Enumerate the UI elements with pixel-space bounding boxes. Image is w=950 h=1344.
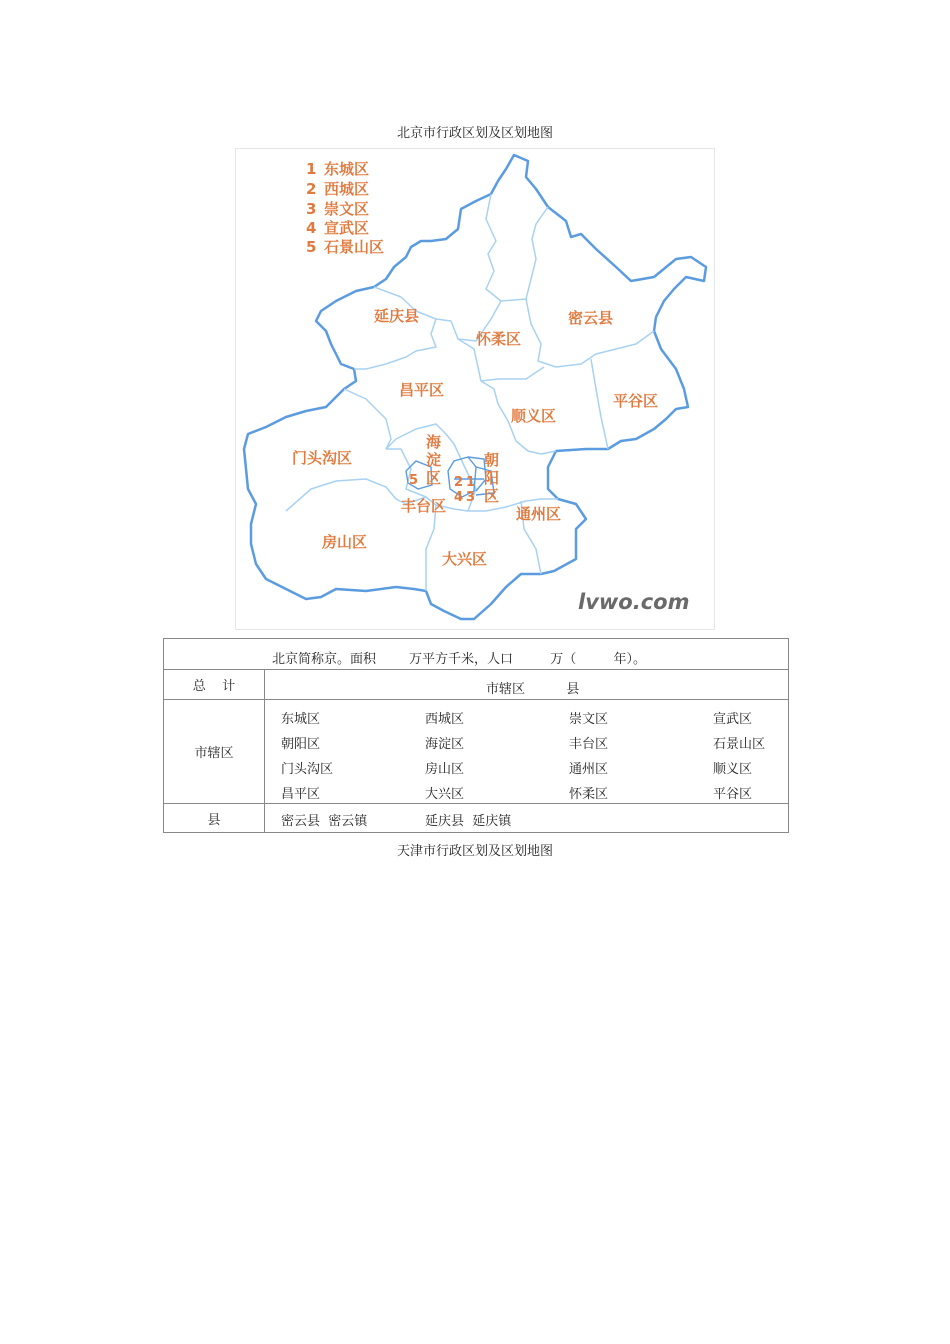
label-haidian-3: 区 <box>426 469 442 487</box>
legend-num-5: 5 <box>306 238 317 256</box>
label-changping: 昌平区 <box>399 381 445 399</box>
legend-name-5: 石景山区 <box>324 238 385 256</box>
label-tongzhou: 通州区 <box>516 505 562 523</box>
district-item: 顺义区 <box>713 762 753 777</box>
total-label-text: 总 计 <box>192 679 236 694</box>
legend-name-2: 西城区 <box>324 180 370 198</box>
table-row-total <box>164 670 788 700</box>
label-fangshan: 房山区 <box>322 533 368 551</box>
label-haidian-2: 淀 <box>426 451 442 469</box>
table-row-intro <box>164 639 788 670</box>
label-chaoyang-2: 阳 <box>484 469 500 487</box>
district-item: 石景山区 <box>713 737 766 752</box>
districts-label <box>164 700 265 803</box>
county-item: 延庆县 延庆镇 <box>425 814 512 829</box>
label-num-1: 1 <box>466 475 476 490</box>
label-yanqing: 延庆县 <box>374 307 420 325</box>
district-item: 门头沟区 <box>281 762 334 777</box>
district-item: 海淀区 <box>425 737 465 752</box>
table-row-districts <box>164 700 788 804</box>
map-svg <box>236 149 714 629</box>
districts-label-text: 市辖区 <box>194 746 234 761</box>
district-item: 通州区 <box>569 762 609 777</box>
district-item: 房山区 <box>425 762 465 777</box>
legend-name-1: 东城区 <box>324 160 370 178</box>
label-haidian-1: 海 <box>426 433 442 451</box>
intro-text: 北京简称京。面积 万平方千米，人口 万（ 年）。 <box>272 652 646 667</box>
county-label <box>164 804 265 832</box>
map-caption-tianjin: 天津市行政区划及区划地图 <box>396 844 553 859</box>
district-item: 大兴区 <box>425 787 465 802</box>
district-item: 昌平区 <box>281 787 321 802</box>
county-item: 密云县 密云镇 <box>281 814 368 829</box>
legend-name-4: 宣武区 <box>324 219 370 237</box>
district-item: 平谷区 <box>713 787 753 802</box>
map-legend <box>306 160 384 256</box>
legend-num-1: 1 <box>306 160 317 178</box>
label-num-4: 4 <box>454 490 464 505</box>
label-mentougou: 门头沟区 <box>292 449 353 467</box>
label-num-2: 2 <box>454 475 464 490</box>
total-value: 市辖区 县 <box>486 682 580 697</box>
legend-name-3: 崇文区 <box>324 200 370 218</box>
label-chaoyang-1: 朝 <box>484 451 500 469</box>
district-table <box>163 638 789 833</box>
label-pinggu: 平谷区 <box>613 392 659 410</box>
label-daxing: 大兴区 <box>442 550 488 568</box>
district-item: 崇文区 <box>569 712 609 727</box>
district-item: 朝阳区 <box>281 737 321 752</box>
legend-num-3: 3 <box>306 200 317 218</box>
table-row-counties <box>164 804 788 832</box>
label-num-3: 3 <box>466 490 476 505</box>
district-item: 东城区 <box>281 712 321 727</box>
label-miyun: 密云县 <box>568 309 614 327</box>
label-fengtai: 丰台区 <box>401 497 447 515</box>
total-label <box>164 670 265 699</box>
district-item: 怀柔区 <box>569 787 609 802</box>
watermark-text: lvwo.com <box>578 590 690 614</box>
beijing-district-map <box>235 148 715 630</box>
district-item: 丰台区 <box>569 737 609 752</box>
county-label-text: 县 <box>207 812 221 828</box>
district-item: 宣武区 <box>713 712 753 727</box>
legend-num-2: 2 <box>306 180 317 198</box>
label-num-5: 5 <box>409 473 419 488</box>
map-caption-beijing: 北京市行政区划及区划地图 <box>396 126 553 141</box>
legend-num-4: 4 <box>306 219 317 237</box>
label-chaoyang-3: 区 <box>484 487 500 505</box>
label-huairou: 怀柔区 <box>476 330 522 348</box>
district-item: 西城区 <box>425 712 465 727</box>
label-shunyi: 顺义区 <box>511 407 557 425</box>
